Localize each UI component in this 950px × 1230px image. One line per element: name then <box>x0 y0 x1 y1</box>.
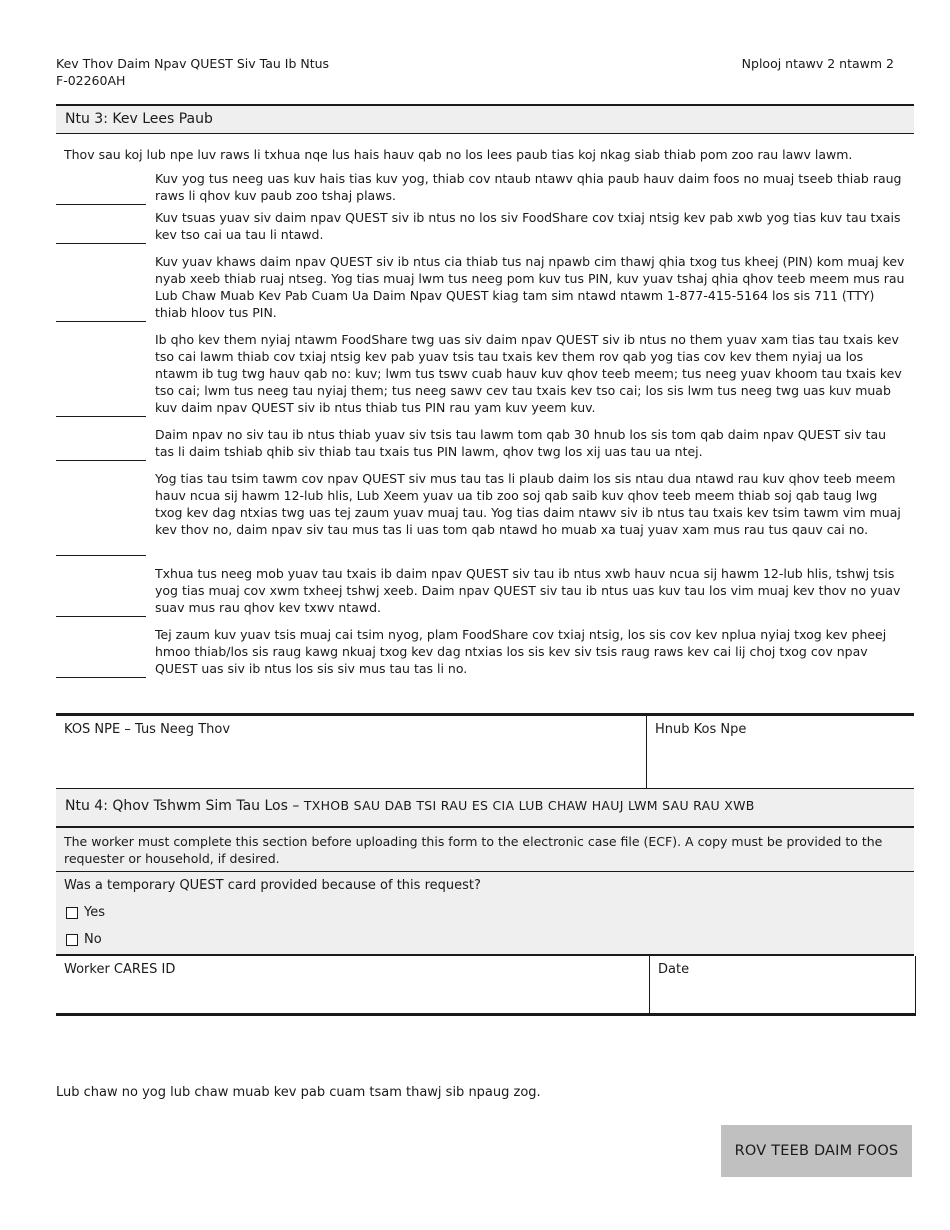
acknowledgement-item <box>56 426 914 461</box>
initials-field[interactable] <box>56 416 146 417</box>
acknowledgement-item <box>56 626 914 678</box>
signature-row <box>56 713 914 789</box>
acknowledgement-text: Ib qho kev them nyiaj ntawm FoodShare twg uas siv daim npav QUEST siv ib ntus no them yuav xam tias tau txais kev tso cai lawm thiab cov txiaj ntsig kev pab yuav tsis tau txais kev them rov qab yog tias cov kev them nyiaj ua los ntawm ib tug twg hauv qab no: kuv; lwm tus tswv cuab hauv kuv qhov teeb meem; tus neeg yuav khoom tau txais kev tso cai; lwm tus neeg tau nyiaj them; tus neeg sawv cev tau txais kev tso cai; los sis lwm tus neeg twg uas kuv muab kuv daim npav QUEST siv ib ntus thiab tus PIN rau yam kuv yeem kuv. <box>155 332 902 415</box>
initials-field[interactable] <box>56 555 146 556</box>
worker-date-label: Date <box>658 962 690 977</box>
section4-title-caps: TXHOB SAU DAB TSI RAU ES CIA LUB CHAW HAUJ LWM SAU RAU XWB <box>303 798 755 813</box>
acknowledgement-item <box>56 170 914 205</box>
acknowledgement-item <box>56 565 914 617</box>
acknowledgement-text: Kuv tsuas yuav siv daim npav QUEST siv ib ntus no los siv FoodShare cov txiaj ntsig kev pab xwb yog tias kuv tau txais kev tso cai ua tau li ntawd. <box>155 210 901 242</box>
worker-date-field[interactable] <box>650 956 915 1025</box>
section4-title-text: Ntu 4: Qhov Tshwm Sim Tau Los – <box>65 798 300 814</box>
worker-row <box>56 956 916 1016</box>
section3-title: Ntu 3: Kev Lees Paub <box>56 104 914 134</box>
initials-field[interactable] <box>56 321 146 322</box>
acknowledgement-text: Kuv yuav khaws daim npav QUEST siv ib ntus cia thiab tus naj npawb cim thawj qhia txog tus kheej (PIN) kom muaj kev nyab xeeb thiab ruaj ntseg. Yog tias muaj lwm tus neeg pom kuv tus PIN, kuv yuav tshaj qhia qhov teeb meem mus rau Lub Chaw Muab Kev Pab Cuam Ua Daim Npav QUEST kiag tam sim ntawd ntawm 1-877-415-5164 los sis 711 (TTY) thiab hloov tus PIN. <box>155 254 905 320</box>
equal-opportunity-note: Lub chaw no yog lub chaw muab kev pab cuam tsam thawj sib npaug zog. <box>56 1085 541 1100</box>
form-title: Kev Thov Daim Npav QUEST Siv Tau Ib Ntus <box>56 56 330 71</box>
section3-intro: Thov sau koj lub npe luv raws li txhua nqe lus hais hauv qab no los lees paub tias koj nkag siab thiab pom zoo rau lawv lawm. <box>64 147 853 162</box>
worker-cares-id-label: Worker CARES ID <box>64 962 176 977</box>
acknowledgement-text: Yog tias tau tsim tawm cov npav QUEST siv mus tau tas li plaub daim los sis ntau dua ntawd rau kuv qhov teeb meem hauv ncua sij hawm 12-lub hlis, Lub Xeem yuav ua tib zoo soj qab saib kuv qhov teeb meem thiab soj qab taug lwg txog kev dag ntxias twg uas tej zaum yuav muaj tau. Yog tias daim ntawv siv ib ntus tau txais kev tsim tawm vim muaj kev thov no, daim npav siv tau mus tas li uas tom qab ntawd ho muab xa tuaj yuav xam mus rau tus qauv cai no. <box>155 471 901 537</box>
page-number: Nplooj ntawv 2 ntawm 2 <box>741 56 894 71</box>
no-checkbox[interactable] <box>66 934 78 946</box>
form-header-left <box>56 55 329 89</box>
option-no[interactable] <box>66 932 102 947</box>
yes-checkbox[interactable] <box>66 907 78 919</box>
initials-field[interactable] <box>56 460 146 461</box>
worker-cares-id-field[interactable] <box>56 956 650 1013</box>
no-label: No <box>84 932 102 947</box>
question-text: Was a temporary QUEST card provided because of this request? <box>64 878 481 893</box>
initials-field[interactable] <box>56 204 146 205</box>
section4-note: The worker must complete this section before uploading this form to the electronic case file (ECF). A copy must be provided to the requester or household, if desired. <box>56 828 914 872</box>
acknowledgement-item <box>56 331 914 417</box>
yes-label: Yes <box>84 905 105 920</box>
signature-date-label: Hnub Kos Npe <box>655 722 747 737</box>
option-yes[interactable] <box>66 905 105 920</box>
initials-field[interactable] <box>56 677 146 678</box>
acknowledgement-text: Kuv yog tus neeg uas kuv hais tias kuv yog, thiab cov ntaub ntawv qhia paub hauv daim foos no muaj tseeb thiab raug raws li qhov kuv paub zoo tshaj plaws. <box>155 171 902 203</box>
signature-label: KOS NPE – Tus Neeg Thov <box>64 722 231 737</box>
temporary-card-question <box>56 872 914 956</box>
initials-field[interactable] <box>56 243 146 244</box>
signature-date-field[interactable] <box>647 716 914 800</box>
acknowledgement-text: Tej zaum kuv yuav tsis muaj cai tsim nyog, plam FoodShare cov txiaj ntsig, los sis cov kev nplua nyiaj txog kev pheej hmoo thiab/los sis raug kawg nkuaj txog kev dag ntxias los sis kev siv tsis raug raws kev cai lij choj txog cov npav QUEST uas siv ib ntus los sis siv mus tau tas li no. <box>155 627 887 676</box>
initials-field[interactable] <box>56 616 146 617</box>
acknowledgement-item <box>56 209 914 244</box>
acknowledgement-text: Daim npav no siv tau ib ntus thiab yuav siv tsis tau lawm tom qab 30 hnub los sis tom qab daim npav QUEST siv tau tas li daim tshiab qhib siv thiab tau txais tus PIN lawm, qhov twg los xij uas tau ua ntej. <box>155 427 887 459</box>
reset-form-button[interactable]: ROV TEEB DAIM FOOS <box>721 1125 912 1177</box>
form-number: F-02260AH <box>56 73 126 88</box>
acknowledgement-item <box>56 253 914 322</box>
acknowledgement-text: Txhua tus neeg mob yuav tau txais ib daim npav QUEST siv tau ib ntus xwb hauv ncua sij hawm 12-lub hlis, tshwj tsis yog tias muaj cov xwm txheej tshwj xeeb. Daim npav QUEST siv tau ib ntus uas kuv tau los vim muaj kev thov no yuav suav mus rau qhov kev txwv ntawd. <box>155 566 901 615</box>
section4-title <box>56 789 914 828</box>
signature-field[interactable] <box>56 716 647 788</box>
acknowledgement-item <box>56 470 914 556</box>
